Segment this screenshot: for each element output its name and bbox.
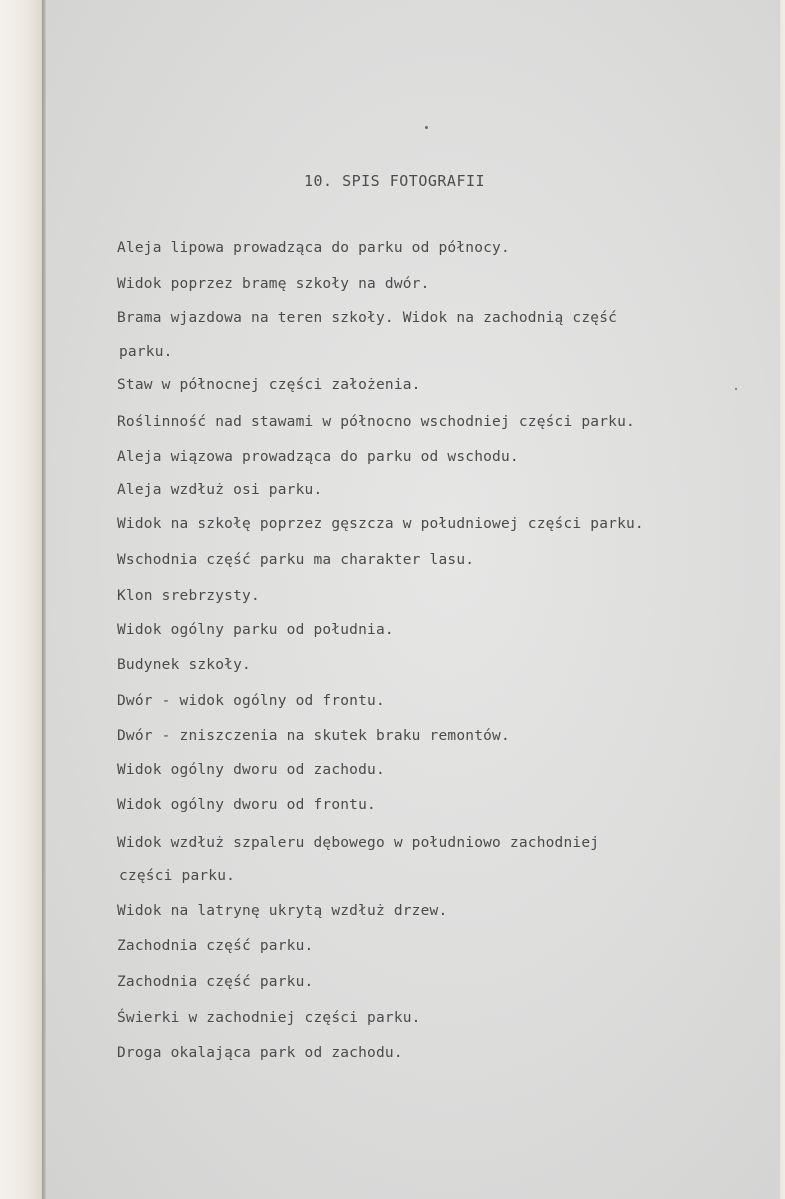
item-continuation: części parku. (119, 868, 236, 884)
page-title: 10. SPIS FOTOGRAFII (303, 172, 486, 190)
item-text: Zachodnia część parku. (117, 974, 314, 990)
item-text: Klon srebrzysty. (117, 588, 260, 604)
item-text: Roślinność nad stawami w północno wschodniej części parku. (117, 414, 635, 430)
item-text: Widok na szkołę poprzez gęszcza w południowej części parku. (117, 516, 644, 532)
item-text: Aleja wzdłuż osi parku. (117, 482, 323, 498)
item-text: Wschodnia część parku ma charakter lasu. (117, 552, 475, 568)
item-text: Widok ogólny dworu od frontu. (117, 797, 376, 813)
item-text: Staw w północnej części założenia. (117, 377, 421, 393)
item-text: Świerki w zachodniej części parku. (117, 1010, 421, 1026)
item-text: Aleja wiązowa prowadząca do parku od wschodu. (117, 449, 519, 465)
paper-speck (735, 388, 737, 390)
item-text: Brama wjazdowa na teren szkoły. Widok na zachodnią część (117, 310, 618, 326)
item-text: Budynek szkoły. (117, 657, 251, 673)
item-text: Droga okalająca park od zachodu. (117, 1045, 403, 1061)
item-text: Dwór - widok ogólny od frontu. (117, 693, 385, 709)
item-text: Widok ogólny parku od południa. (117, 622, 394, 638)
item-text: Zachodnia część parku. (117, 938, 314, 954)
item-text: Aleja lipowa prowadząca do parku od północy. (117, 240, 510, 256)
item-text: Widok na latrynę ukrytą wzdłuż drzew. (117, 903, 448, 919)
paper-speck (425, 126, 428, 129)
item-continuation: parku. (119, 344, 173, 360)
item-text: Widok wzdłuż szpaleru dębowego w południowo zachodniej (117, 835, 600, 851)
item-text: Widok poprzez bramę szkoły na dwór. (117, 276, 430, 292)
item-text: Widok ogólny dworu od zachodu. (117, 762, 385, 778)
item-text: Dwór - zniszczenia na skutek braku remontów. (117, 728, 510, 744)
